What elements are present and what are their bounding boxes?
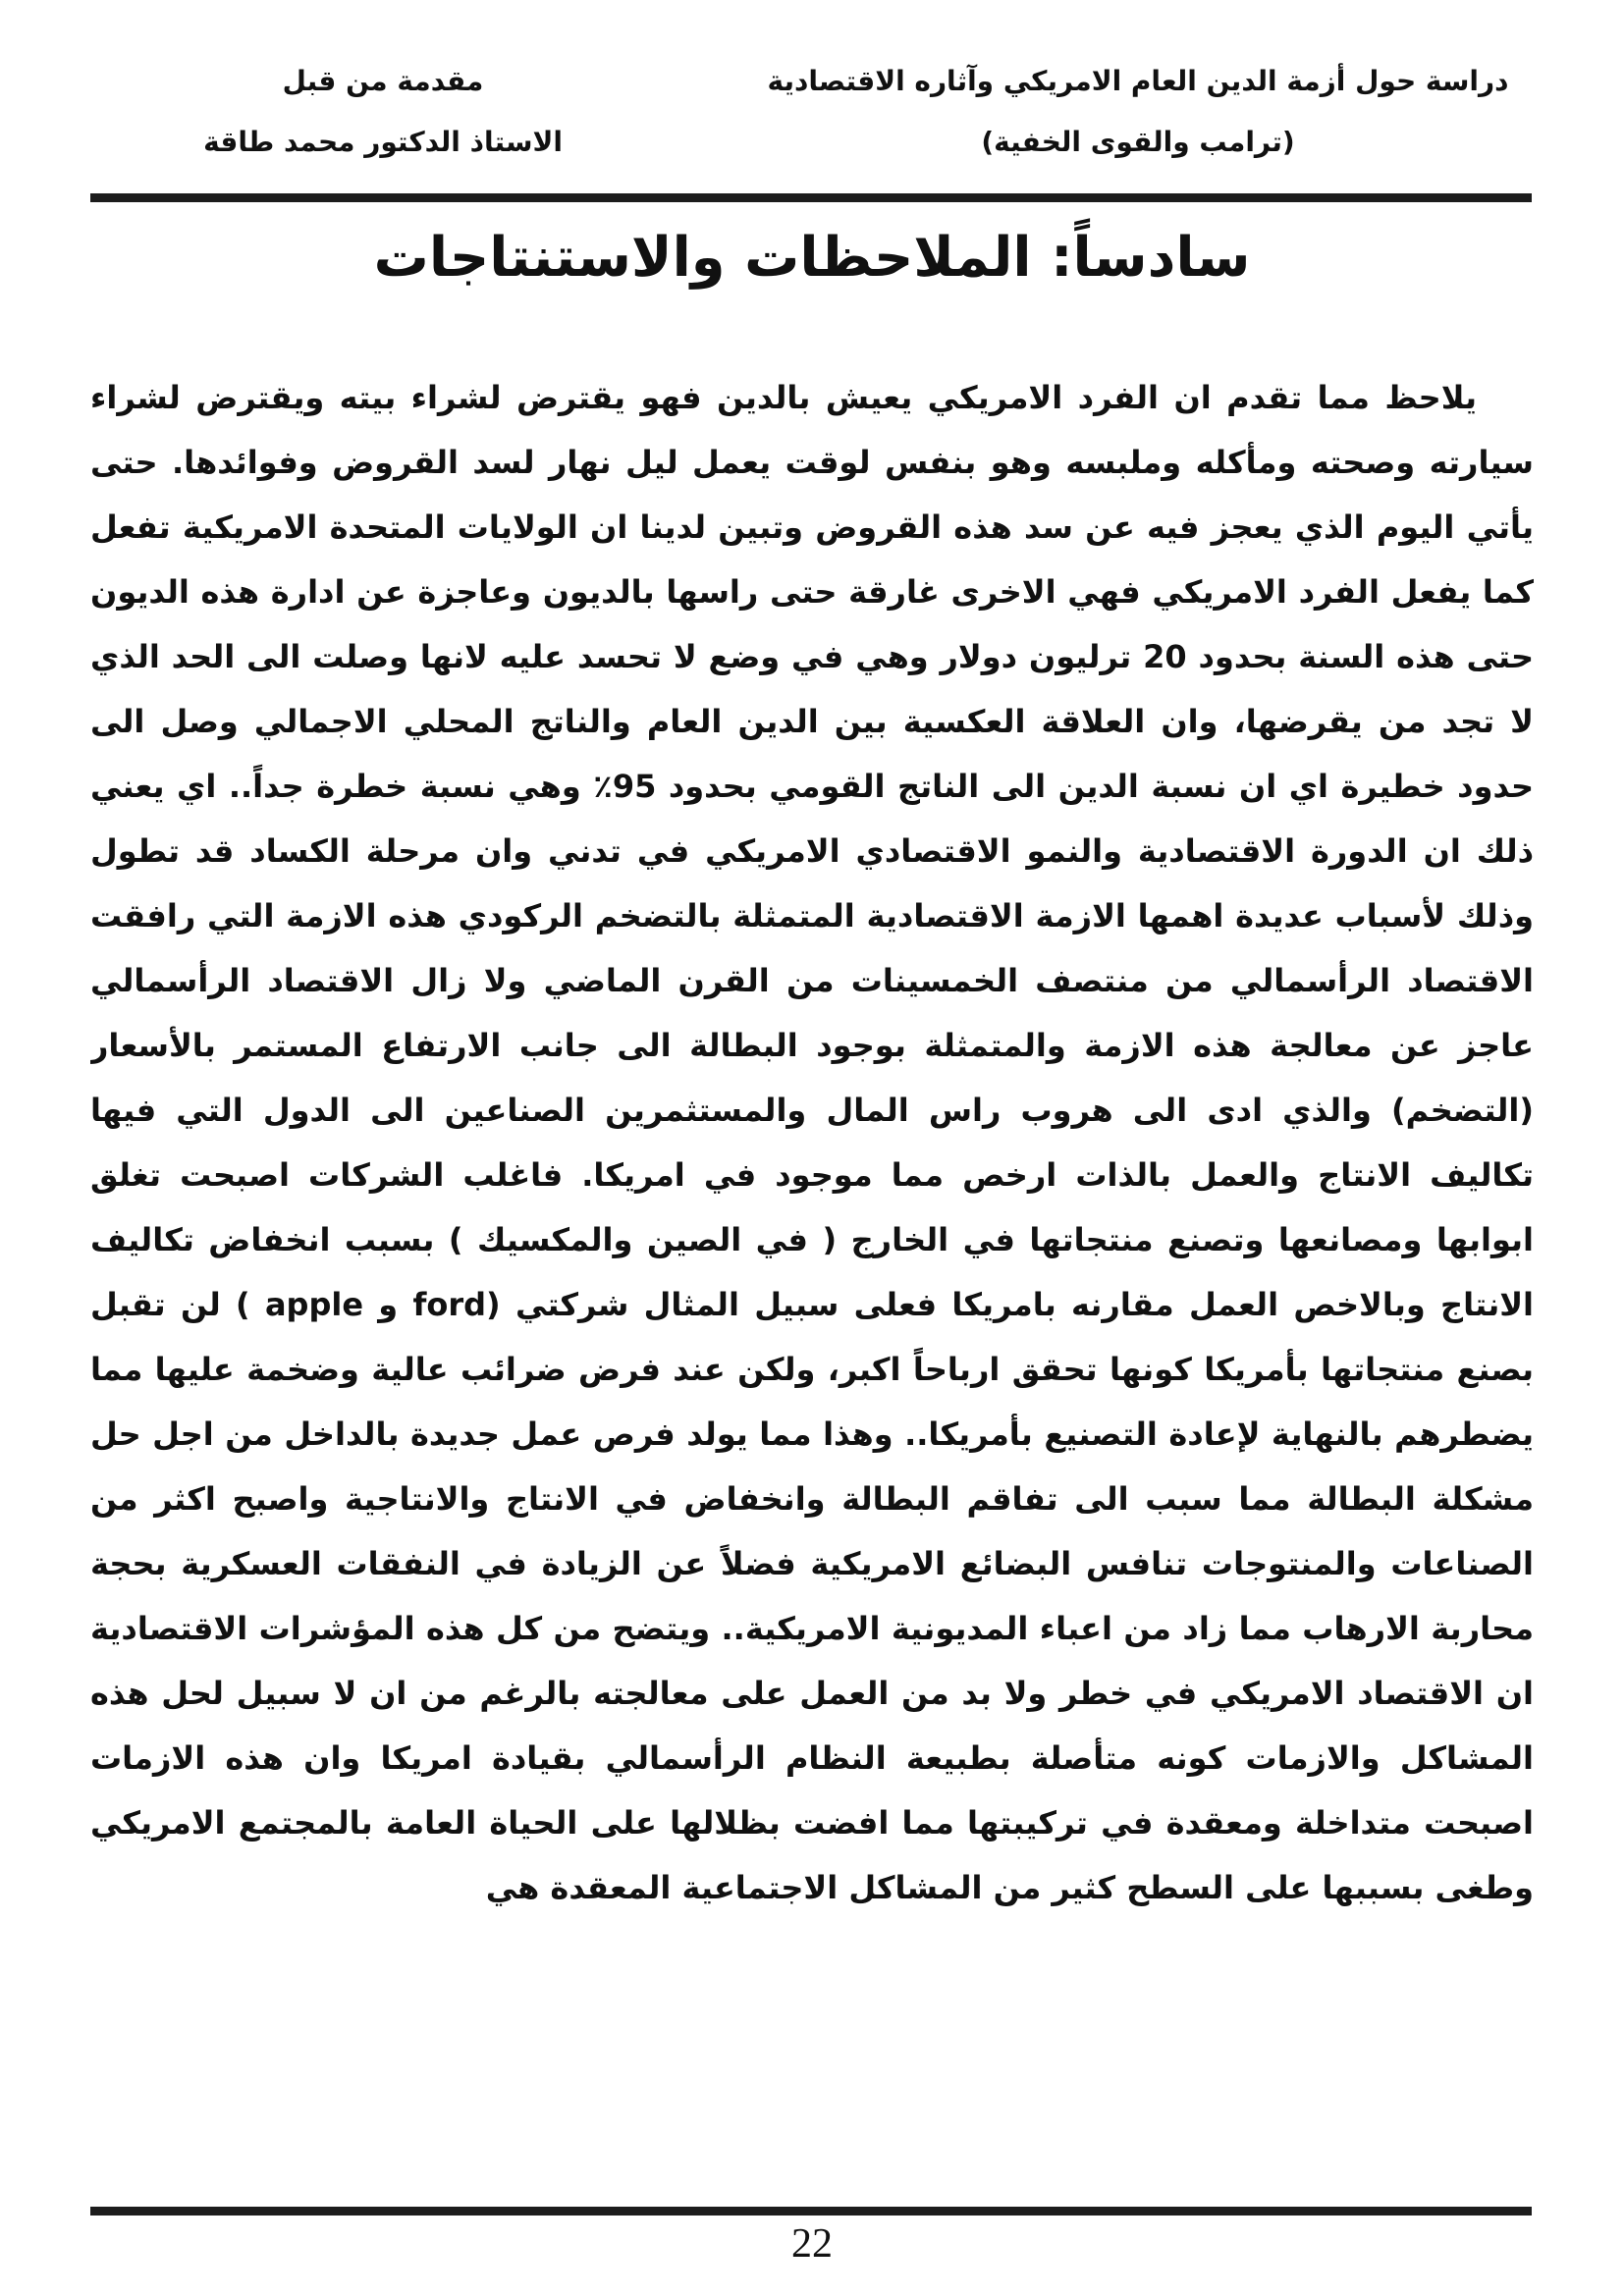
header-presented-by: [157, 51, 609, 173]
header-study-title: [750, 51, 1526, 173]
footer-divider-rule: [90, 2207, 1532, 2216]
header-divider-rule: [90, 193, 1532, 202]
study-title-line1: دراسة حول أزمة الدين العام الامريكي وآثاره الاقتصادية: [767, 65, 1509, 97]
study-title-line2: (ترامب والقوى الخفية): [981, 126, 1295, 158]
body-paragraph: يلاحظ مما تقدم ان الفرد الامريكي يعيش بالدين فهو يقترض لشراء بيته ويقترض لشراء سيارته وصحته ومأكله وملبسه وهو بنفس لوقت يعمل ليل نهار لسد القروض وفوائدها. حتى يأتي اليوم الذي يعجز فيه عن سد هذه القروض وتبين لدينا ان الولايات المتحدة الامريكية تفعل كما يفعل الفرد الامريكي فهي الاخرى غارقة حتى راسها بالديون وعاجزة عن ادارة هذه الديون حتى هذه السنة بحدود 20 ترليون دولار وهي في وضع لا تحسد عليه لانها وصلت الى الحد الذي لا تجد من يقرضها، وان العلاقة العكسية بين الدين العام والناتج المحلي الاجمالي وصل الى حدود خطيرة اي ان نسبة الدين الى الناتج القومي بحدود 95٪ وهي نسبة خطرة جداً.. اي يعني ذلك ان الدورة الاقتصادية والنمو الاقتصادي الامريكي في تدني وان مرحلة الكساد قد تطول وذلك لأسباب عديدة اهمها الازمة الاقتصادية المتمثلة بالتضخم الركودي هذه الازمة التي رافقت الاقتصاد الرأسمالي من منتصف الخمسينات من القرن الماضي ولا زال الاقتصاد الرأسمالي عاجز عن معالجة هذه الازمة والمتمثلة بوجود البطالة الى جانب الارتفاع المستمر بالأسعار (التضخم) والذي ادى الى هروب راس المال والمستثمرين الصناعين الى الدول التي فيها تكاليف الانتاج والعمل بالذات ارخص مما موجود في امريكا. فاغلب الشركات اصبحت تغلق ابوابها ومصانعها وتصنع منتجاتها في الخارج ( في الصين والمكسيك ) بسبب انخفاض تكاليف الانتاج وبالاخص العمل مقارنه بامريكا فعلى سبيل المثال شركتي (ford و apple ) لن تقبل بصنع منتجاتها بأمريكا كونها تحقق ارباحاً اكبر، ولكن عند فرض ضرائب عالية وضخمة عليها مما يضطرهم بالنهاية لإعادة التصنيع بأمريكا.. وهذا مما يولد فرص عمل جديدة بالداخل من اجل حل مشكلة البطالة مما سبب الى تفاقم البطالة وانخفاض في الانتاج والانتاجية واصبح اكثر من الصناعات والمنتوجات تنافس البضائع الامريكية فضلاً عن الزيادة في النفقات العسكرية بحجة محاربة الارهاب مما زاد من اعباء المديونية الامريكية.. ويتضح من كل هذه المؤشرات الاقتصادية ان الاقتصاد الامريكي في خطر ولا بد من العمل على معالجته بالرغم من ان لا سبيل لحل هذه المشاكل والازمات كونه متأصلة بطبيعة النظام الرأسمالي بقيادة امريكا وان هذه الازمات اصبحت متداخلة ومعقدة في تركيبتها مما افضت بظلالها على الحياة العامة بالمجتمع الامريكي وطغى بسببها على السطح كثير من المشاكل الاجتماعية المعقدة هي: [90, 379, 1534, 1906]
section-title: سادساً: الملاحظات والاستنتاجات: [373, 226, 1251, 290]
presented-by-line2: الاستاذ الدكتور محمد طاقة: [203, 126, 563, 158]
page-number: 22: [791, 2221, 833, 2267]
presented-by-line1: مقدمة من قبل: [282, 65, 484, 97]
